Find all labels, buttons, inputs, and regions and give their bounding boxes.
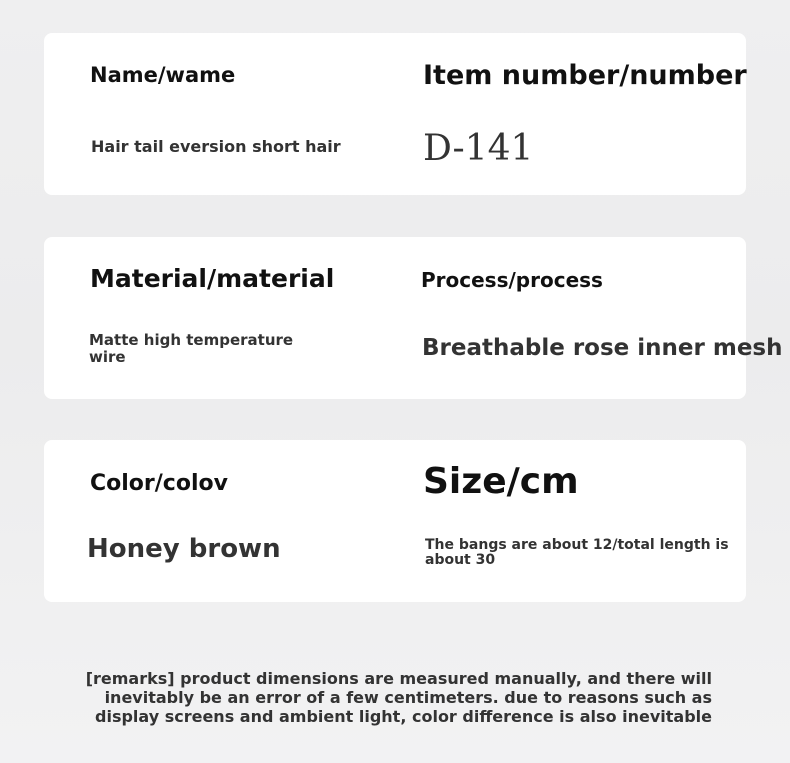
color-value: Honey brown xyxy=(87,534,281,564)
info-card-color xyxy=(44,440,746,602)
size-value: The bangs are about 12/total length is about 30 xyxy=(425,537,729,568)
name-value: Hair tail eversion short hair xyxy=(91,137,341,156)
material-value: Matte high temperature wire xyxy=(89,331,294,366)
process-label: Process/process xyxy=(421,268,603,292)
item-number-label: Item number/number xyxy=(423,60,747,91)
info-card-name xyxy=(44,33,746,195)
remarks-note: [remarks] product dimensions are measured manually, and there will inevitably be an error of a few centimeters. due to reasons such as display screens and ambient light, color difference is also inevitable xyxy=(85,669,712,726)
size-label: Size/cm xyxy=(423,461,579,502)
name-label: Name/wame xyxy=(90,63,236,87)
info-card-material xyxy=(44,237,783,399)
color-label: Color/colov xyxy=(90,471,228,496)
process-value: Breathable rose inner mesh xyxy=(422,335,783,361)
item-number-value: D-141 xyxy=(423,128,534,169)
material-label: Material/material xyxy=(90,264,335,293)
